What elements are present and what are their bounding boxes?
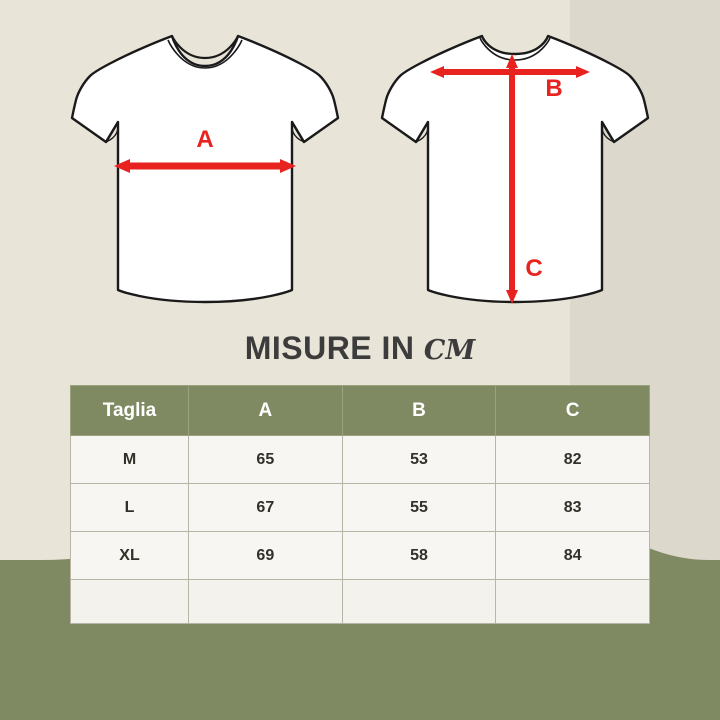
shirt-illustrations: [0, 0, 720, 330]
table-header-b: B: [342, 386, 496, 436]
size-table-container: [70, 385, 650, 624]
cell-b: [342, 580, 496, 624]
size-table-body: [71, 436, 650, 624]
table-row: [71, 436, 650, 484]
cell-c: 82: [496, 436, 650, 484]
cell-size: L: [71, 484, 189, 532]
cell-a: 69: [189, 532, 343, 580]
size-table: [70, 385, 650, 624]
page-title-unit: CM: [423, 335, 476, 366]
table-row: [71, 484, 650, 532]
tshirt-back-illustration: [370, 14, 660, 314]
cell-b: 55: [342, 484, 496, 532]
table-header-c: C: [496, 386, 650, 436]
measure-label-b: B: [545, 75, 563, 102]
table-header-row: [71, 386, 650, 436]
page-title-text: MISURE IN: [244, 330, 415, 366]
size-table-header: [71, 386, 650, 436]
cell-c: [496, 580, 650, 624]
cell-c: 84: [496, 532, 650, 580]
measure-label-a: A: [196, 126, 214, 153]
cell-a: [189, 580, 343, 624]
cell-b: 58: [342, 532, 496, 580]
table-header-a: A: [189, 386, 343, 436]
cell-a: 65: [189, 436, 343, 484]
cell-a: 67: [189, 484, 343, 532]
cell-size: M: [71, 436, 189, 484]
table-row: [71, 532, 650, 580]
tshirt-front-illustration: [60, 14, 350, 314]
table-header-taglia: Taglia: [71, 386, 189, 436]
measure-label-c: C: [525, 255, 543, 282]
cell-size: [71, 580, 189, 624]
cell-b: 53: [342, 436, 496, 484]
page-title: [0, 330, 720, 367]
cell-size: XL: [71, 532, 189, 580]
cell-c: 83: [496, 484, 650, 532]
table-row: [71, 580, 650, 624]
